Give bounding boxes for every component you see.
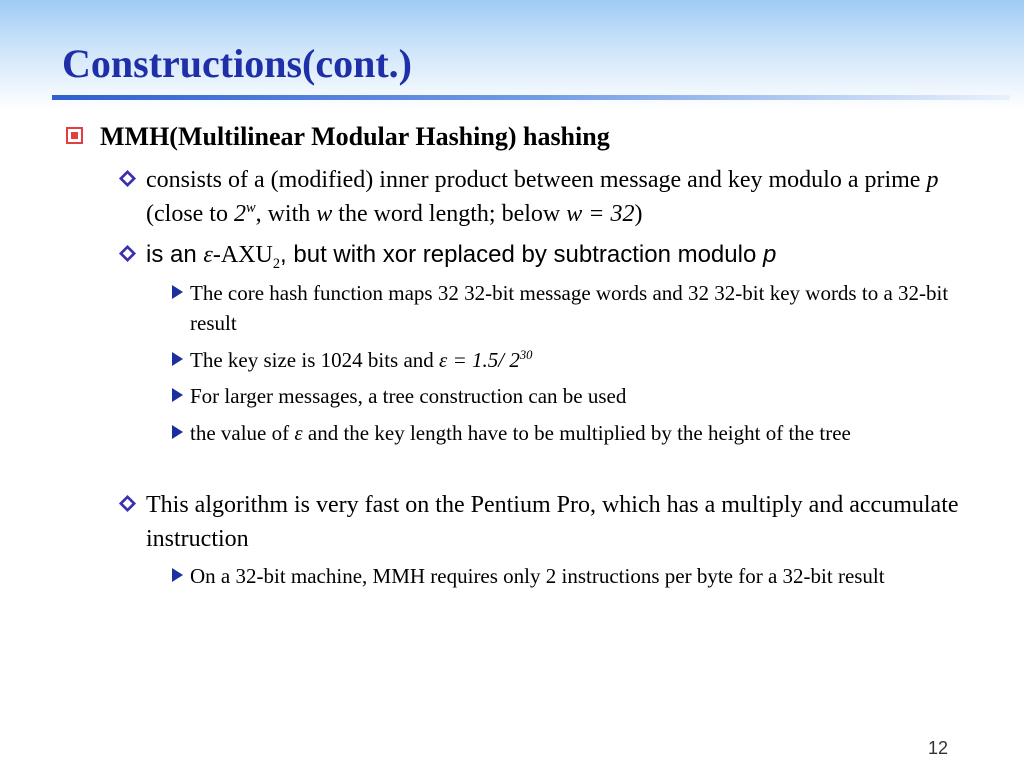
exp-30: 30 <box>519 348 533 362</box>
bullet-core-hash <box>190 278 960 338</box>
text-segment: , but with xor replaced by subtraction modulo <box>280 241 763 268</box>
bullet-text: The core hash function maps 32 32-bit message words and 32 32-bit key words to a 32-bit result <box>190 281 949 335</box>
axu-label: -AXU <box>212 242 273 268</box>
text-segment: ) <box>634 201 643 227</box>
equation: = 1.5/ 2 <box>447 348 520 372</box>
subscript-2: 2 <box>272 255 281 272</box>
bullet-text: MMH(Multilinear Modular Hashing) hashing <box>100 122 610 151</box>
diamond-bullet-icon <box>118 169 137 188</box>
text-segment: (close to <box>146 201 234 227</box>
bullet-tree-height <box>190 418 960 448</box>
triangle-bullet-icon <box>172 285 183 299</box>
epsilon: ε <box>203 242 213 268</box>
triangle-bullet-icon <box>172 425 183 439</box>
text-segment: and the key length have to be multiplied by the height of the tree <box>302 421 851 445</box>
bullet-axu <box>146 238 966 272</box>
bullet-text: This algorithm is very fast on the Pentium Pro, which has a multiply and accumulate instruction <box>146 492 959 552</box>
triangle-bullet-icon <box>172 352 183 366</box>
var-w: w <box>316 201 333 227</box>
var-p: p <box>762 241 777 268</box>
bullet-32bit-machine <box>190 561 960 591</box>
bullet-text: On a 32-bit machine, MMH requires only 2 instructions per byte for a 32-bit result <box>190 564 885 588</box>
bullet-key-size <box>190 345 960 375</box>
exp-w: w <box>245 200 256 216</box>
triangle-bullet-icon <box>172 568 183 582</box>
epsilon: ε <box>439 348 448 372</box>
bullet-inner-product <box>146 163 966 231</box>
text-segment: the value of <box>190 421 295 445</box>
text-segment: the word length; below <box>332 201 567 227</box>
triangle-bullet-icon <box>172 388 183 402</box>
bullet-pentium-pro <box>146 488 966 556</box>
text-segment: , with <box>255 201 317 227</box>
bullet-mmh-hashing <box>100 122 610 152</box>
text-segment: consists of a (modified) inner product between message and key modulo a prime <box>146 167 927 193</box>
equation-w-32: w = 32 <box>566 201 635 227</box>
text-segment: is an <box>146 241 204 268</box>
two: 2 <box>233 201 246 227</box>
slide-title: Constructions(cont.) <box>62 41 412 86</box>
square-bullet-icon <box>66 127 83 144</box>
var-p: p <box>926 167 939 193</box>
title-divider <box>52 95 1010 100</box>
diamond-bullet-icon <box>118 244 137 263</box>
diamond-bullet-icon <box>118 494 137 513</box>
text-segment: The key size is 1024 bits and <box>190 348 440 372</box>
bullet-tree-construction <box>190 381 960 411</box>
epsilon: ε <box>294 421 303 445</box>
bullet-text: For larger messages, a tree construction can be used <box>190 384 627 408</box>
page-number: 12 <box>928 738 949 758</box>
